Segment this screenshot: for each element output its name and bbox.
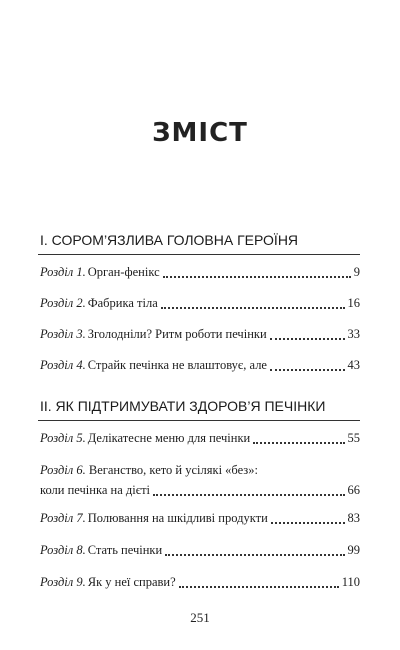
chapter-label: Розділ 4. — [40, 358, 86, 372]
toc-entry-7 — [40, 508, 360, 528]
dot-leader — [270, 359, 345, 371]
dot-leader — [179, 576, 339, 588]
part-2-rule — [38, 420, 360, 421]
chapter-page: 55 — [347, 431, 360, 445]
chapter-page: 83 — [347, 511, 360, 525]
chapter-title: Полювання на шкідливі продукти — [87, 511, 268, 525]
dot-leader — [253, 432, 344, 444]
page-number: 251 — [190, 610, 210, 625]
chapter-page: 99 — [347, 543, 360, 557]
chapter-label: Розділ 2. — [40, 296, 86, 310]
part-1-heading: I. СОРОМ’ЯЗЛИВА ГОЛОВНА ГЕРОЇНЯ — [40, 232, 299, 248]
chapter-title: Зголодніли? Ритм роботи печінки — [87, 327, 267, 341]
toc-entry-3 — [40, 324, 360, 344]
chapter-page: 9 — [353, 265, 360, 279]
chapter-page: 43 — [347, 358, 360, 372]
dot-leader — [271, 512, 345, 524]
toc-entry-1 — [40, 262, 360, 282]
chapter-title: Фабрика тіла — [87, 296, 158, 310]
part-1-rule — [38, 254, 360, 255]
chapter-title: Як у неї справи? — [87, 575, 176, 589]
dot-leader — [153, 484, 344, 496]
toc-entry-9 — [40, 572, 360, 592]
chapter-title: Страйк печінка не влаштовує, але — [87, 358, 267, 372]
chapter-title: Делікатесне меню для печінки — [87, 431, 251, 445]
chapter-label: Розділ 1. — [40, 265, 86, 279]
dot-leader — [165, 544, 344, 556]
chapter-label: Розділ 9. — [40, 575, 86, 589]
contents-title: ЗМІСТ — [152, 118, 248, 148]
chapter-page: 110 — [341, 575, 360, 589]
chapter-title: Веганство, кето й усілякі «без»: — [88, 463, 258, 477]
chapter-title: Орган-фенікс — [87, 265, 160, 279]
toc-entry-8 — [40, 540, 360, 560]
toc-entry-2 — [40, 293, 360, 313]
toc-entry-4 — [40, 355, 360, 375]
chapter-label: Розділ 7. — [40, 511, 86, 525]
chapter-page: 33 — [347, 327, 360, 341]
chapter-label: Розділ 6. — [40, 463, 86, 477]
chapter-label: Розділ 5. — [40, 431, 86, 445]
dot-leader — [163, 266, 351, 278]
chapter-title-line-2: коли печінка на дієті — [40, 483, 151, 497]
chapter-title: Стать печінки — [87, 543, 163, 557]
chapter-label: Розділ 3. — [40, 327, 86, 341]
chapter-label: Розділ 8. — [40, 543, 86, 557]
chapter-page: 66 — [347, 483, 360, 497]
toc-entry-5 — [40, 428, 360, 448]
toc-entry-6 — [40, 460, 360, 500]
dot-leader — [161, 297, 345, 309]
chapter-page: 16 — [347, 296, 360, 310]
part-2-heading: II. ЯК ПІДТРИМУВАТИ ЗДОРОВ’Я ПЕЧІНКИ — [40, 398, 326, 414]
dot-leader — [270, 328, 345, 340]
